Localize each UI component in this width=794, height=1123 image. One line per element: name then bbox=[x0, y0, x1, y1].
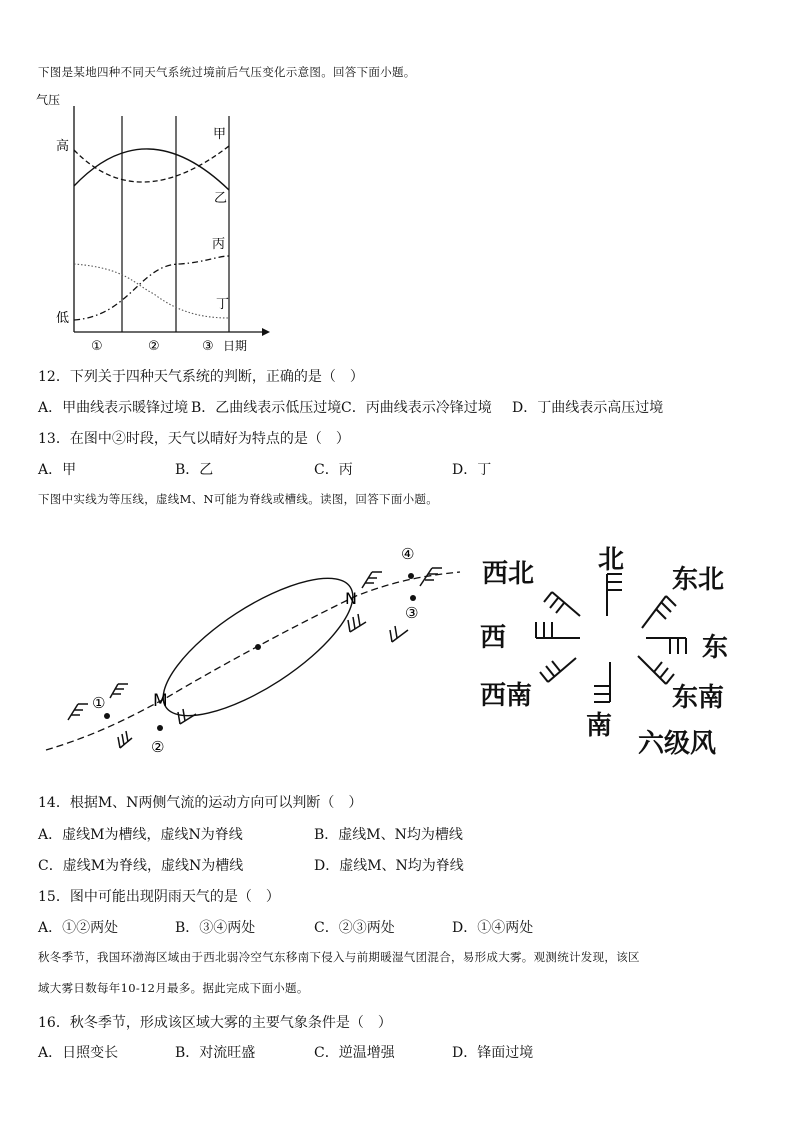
point-label-3: ③ bbox=[405, 604, 419, 622]
wind-barb-3 bbox=[348, 614, 366, 632]
wind-barb-1b bbox=[110, 684, 128, 698]
q15-option-d: D．①④两处 bbox=[452, 920, 534, 936]
legend-southwest: 西南 bbox=[480, 681, 533, 711]
wind-barb-1 bbox=[68, 704, 88, 720]
line-label-n: N bbox=[345, 589, 357, 608]
q16-option-d: D．锋面过境 bbox=[452, 1045, 534, 1061]
line-label-m: M bbox=[153, 691, 168, 711]
wind-barb-4b bbox=[420, 568, 442, 586]
q14-option-b: B．虚线M、N均为槽线 bbox=[314, 827, 463, 843]
q15-option-b: B．③④两处 bbox=[175, 920, 256, 936]
legend-north: 北 bbox=[598, 545, 625, 575]
point-3-dot bbox=[410, 595, 416, 601]
q13-option-a: A．甲 bbox=[38, 462, 77, 478]
q13-option-c: C．丙 bbox=[314, 462, 353, 478]
point-label-2: ② bbox=[151, 738, 165, 756]
x-tick-2: ② bbox=[148, 339, 160, 354]
curve-label-yi: 乙 bbox=[214, 191, 228, 206]
barb-northwest bbox=[544, 592, 580, 616]
y-high-label: 高 bbox=[56, 139, 70, 154]
q12-option-c: C．丙曲线表示冷锋过境 bbox=[341, 400, 492, 416]
q16-option-a: A．日照变长 bbox=[38, 1045, 119, 1061]
legend-scale-label: 六级风 bbox=[638, 729, 717, 759]
wind-direction-legend bbox=[476, 538, 766, 764]
curve-label-ding: 丁 bbox=[216, 297, 230, 312]
wind-barb-2b bbox=[178, 709, 196, 724]
q12-option-b: B．乙曲线表示低压过境 bbox=[191, 400, 342, 416]
barb-east bbox=[646, 638, 686, 654]
q13-option-d: D．丁 bbox=[452, 462, 492, 478]
barb-southwest bbox=[540, 658, 576, 682]
intro-text-1: 下图是某地四种不同天气系统过境前后气压变化示意图。回答下面小题。 bbox=[38, 65, 416, 79]
point-label-1: ① bbox=[92, 694, 106, 712]
question-15-stem: 15．图中可能出现阴雨天气的是（ ） bbox=[38, 889, 280, 905]
x-tick-3: ③ bbox=[202, 339, 214, 354]
x-tick-1: ① bbox=[91, 339, 103, 354]
wind-barb-4 bbox=[362, 572, 382, 588]
pressure-chart bbox=[30, 88, 270, 356]
y-axis-label: 气压 bbox=[36, 93, 61, 107]
legend-southeast: 东南 bbox=[672, 683, 725, 713]
question-16-stem: 16．秋冬季节，形成该区域大雾的主要气象条件是（ ） bbox=[38, 1015, 392, 1031]
barb-north bbox=[607, 574, 622, 616]
intro-text-2: 下图中实线为等压线，虚线M、N可能为脊线或槽线。读图，回答下面小题。 bbox=[38, 492, 439, 506]
curve-label-bing: 丙 bbox=[212, 237, 226, 252]
legend-south: 南 bbox=[586, 711, 613, 741]
x-axis-label: 日期 bbox=[223, 339, 248, 353]
barb-northeast bbox=[642, 596, 676, 628]
legend-west: 西 bbox=[480, 623, 507, 653]
curve-label-jia: 甲 bbox=[213, 127, 227, 142]
q13-option-b: B．乙 bbox=[175, 462, 214, 478]
curve-yi bbox=[74, 149, 229, 190]
point-1-dot bbox=[104, 713, 110, 719]
y-low-label: 低 bbox=[56, 311, 70, 326]
point-label-4: ④ bbox=[401, 545, 415, 563]
point-2-dot bbox=[157, 725, 163, 731]
q12-option-a: A．甲曲线表示暖锋过境 bbox=[38, 400, 189, 416]
curve-jia bbox=[74, 146, 229, 182]
question-13-stem: 13．在图中②时段，天气以晴好为特点的是（ ） bbox=[38, 431, 350, 447]
curve-bing bbox=[74, 256, 229, 320]
isobar-map bbox=[40, 538, 480, 768]
point-4-dot bbox=[408, 573, 414, 579]
barb-south bbox=[594, 662, 610, 702]
trough-ridge-line bbox=[46, 572, 460, 750]
legend-east: 东 bbox=[702, 633, 729, 663]
legend-northwest: 西北 bbox=[482, 559, 535, 589]
q16-option-b: B．对流旺盛 bbox=[175, 1045, 256, 1061]
wind-barb-3b bbox=[390, 626, 408, 642]
curve-ding bbox=[74, 264, 229, 318]
q14-option-a: A．虚线M为槽线，虚线N为脊线 bbox=[38, 827, 243, 843]
question-12-stem: 12．下列关于四种天气系统的判断，正确的是（ ） bbox=[38, 369, 364, 385]
intro-text-3-line1: 秋冬季节，我国环渤海区域由于西北弱冷空气东移南下侵入与前期暖湿气团混合，易形成大雾。观测统计发现，该区 bbox=[38, 950, 640, 964]
intro-text-3-line2: 域大雾日数每年10-12月最多。据此完成下面小题。 bbox=[38, 981, 309, 995]
x-axis-arrow bbox=[262, 328, 270, 336]
q15-option-c: C．②③两处 bbox=[314, 920, 395, 936]
q14-option-c: C．虚线M为脊线，虚线N为槽线 bbox=[38, 858, 244, 874]
question-14-stem: 14．根据M、N两侧气流的运动方向可以判断（ ） bbox=[38, 795, 363, 811]
legend-northeast: 东北 bbox=[672, 565, 725, 595]
q14-option-d: D．虚线M、N均为脊线 bbox=[314, 858, 464, 874]
barb-west bbox=[536, 622, 580, 638]
q15-option-a: A．①②两处 bbox=[38, 920, 119, 936]
barb-southeast bbox=[638, 656, 674, 684]
q16-option-c: C．逆温增强 bbox=[314, 1045, 395, 1061]
q12-option-d: D．丁曲线表示高压过境 bbox=[512, 400, 664, 416]
center-dot bbox=[255, 644, 261, 650]
wind-barb-2 bbox=[118, 731, 132, 748]
